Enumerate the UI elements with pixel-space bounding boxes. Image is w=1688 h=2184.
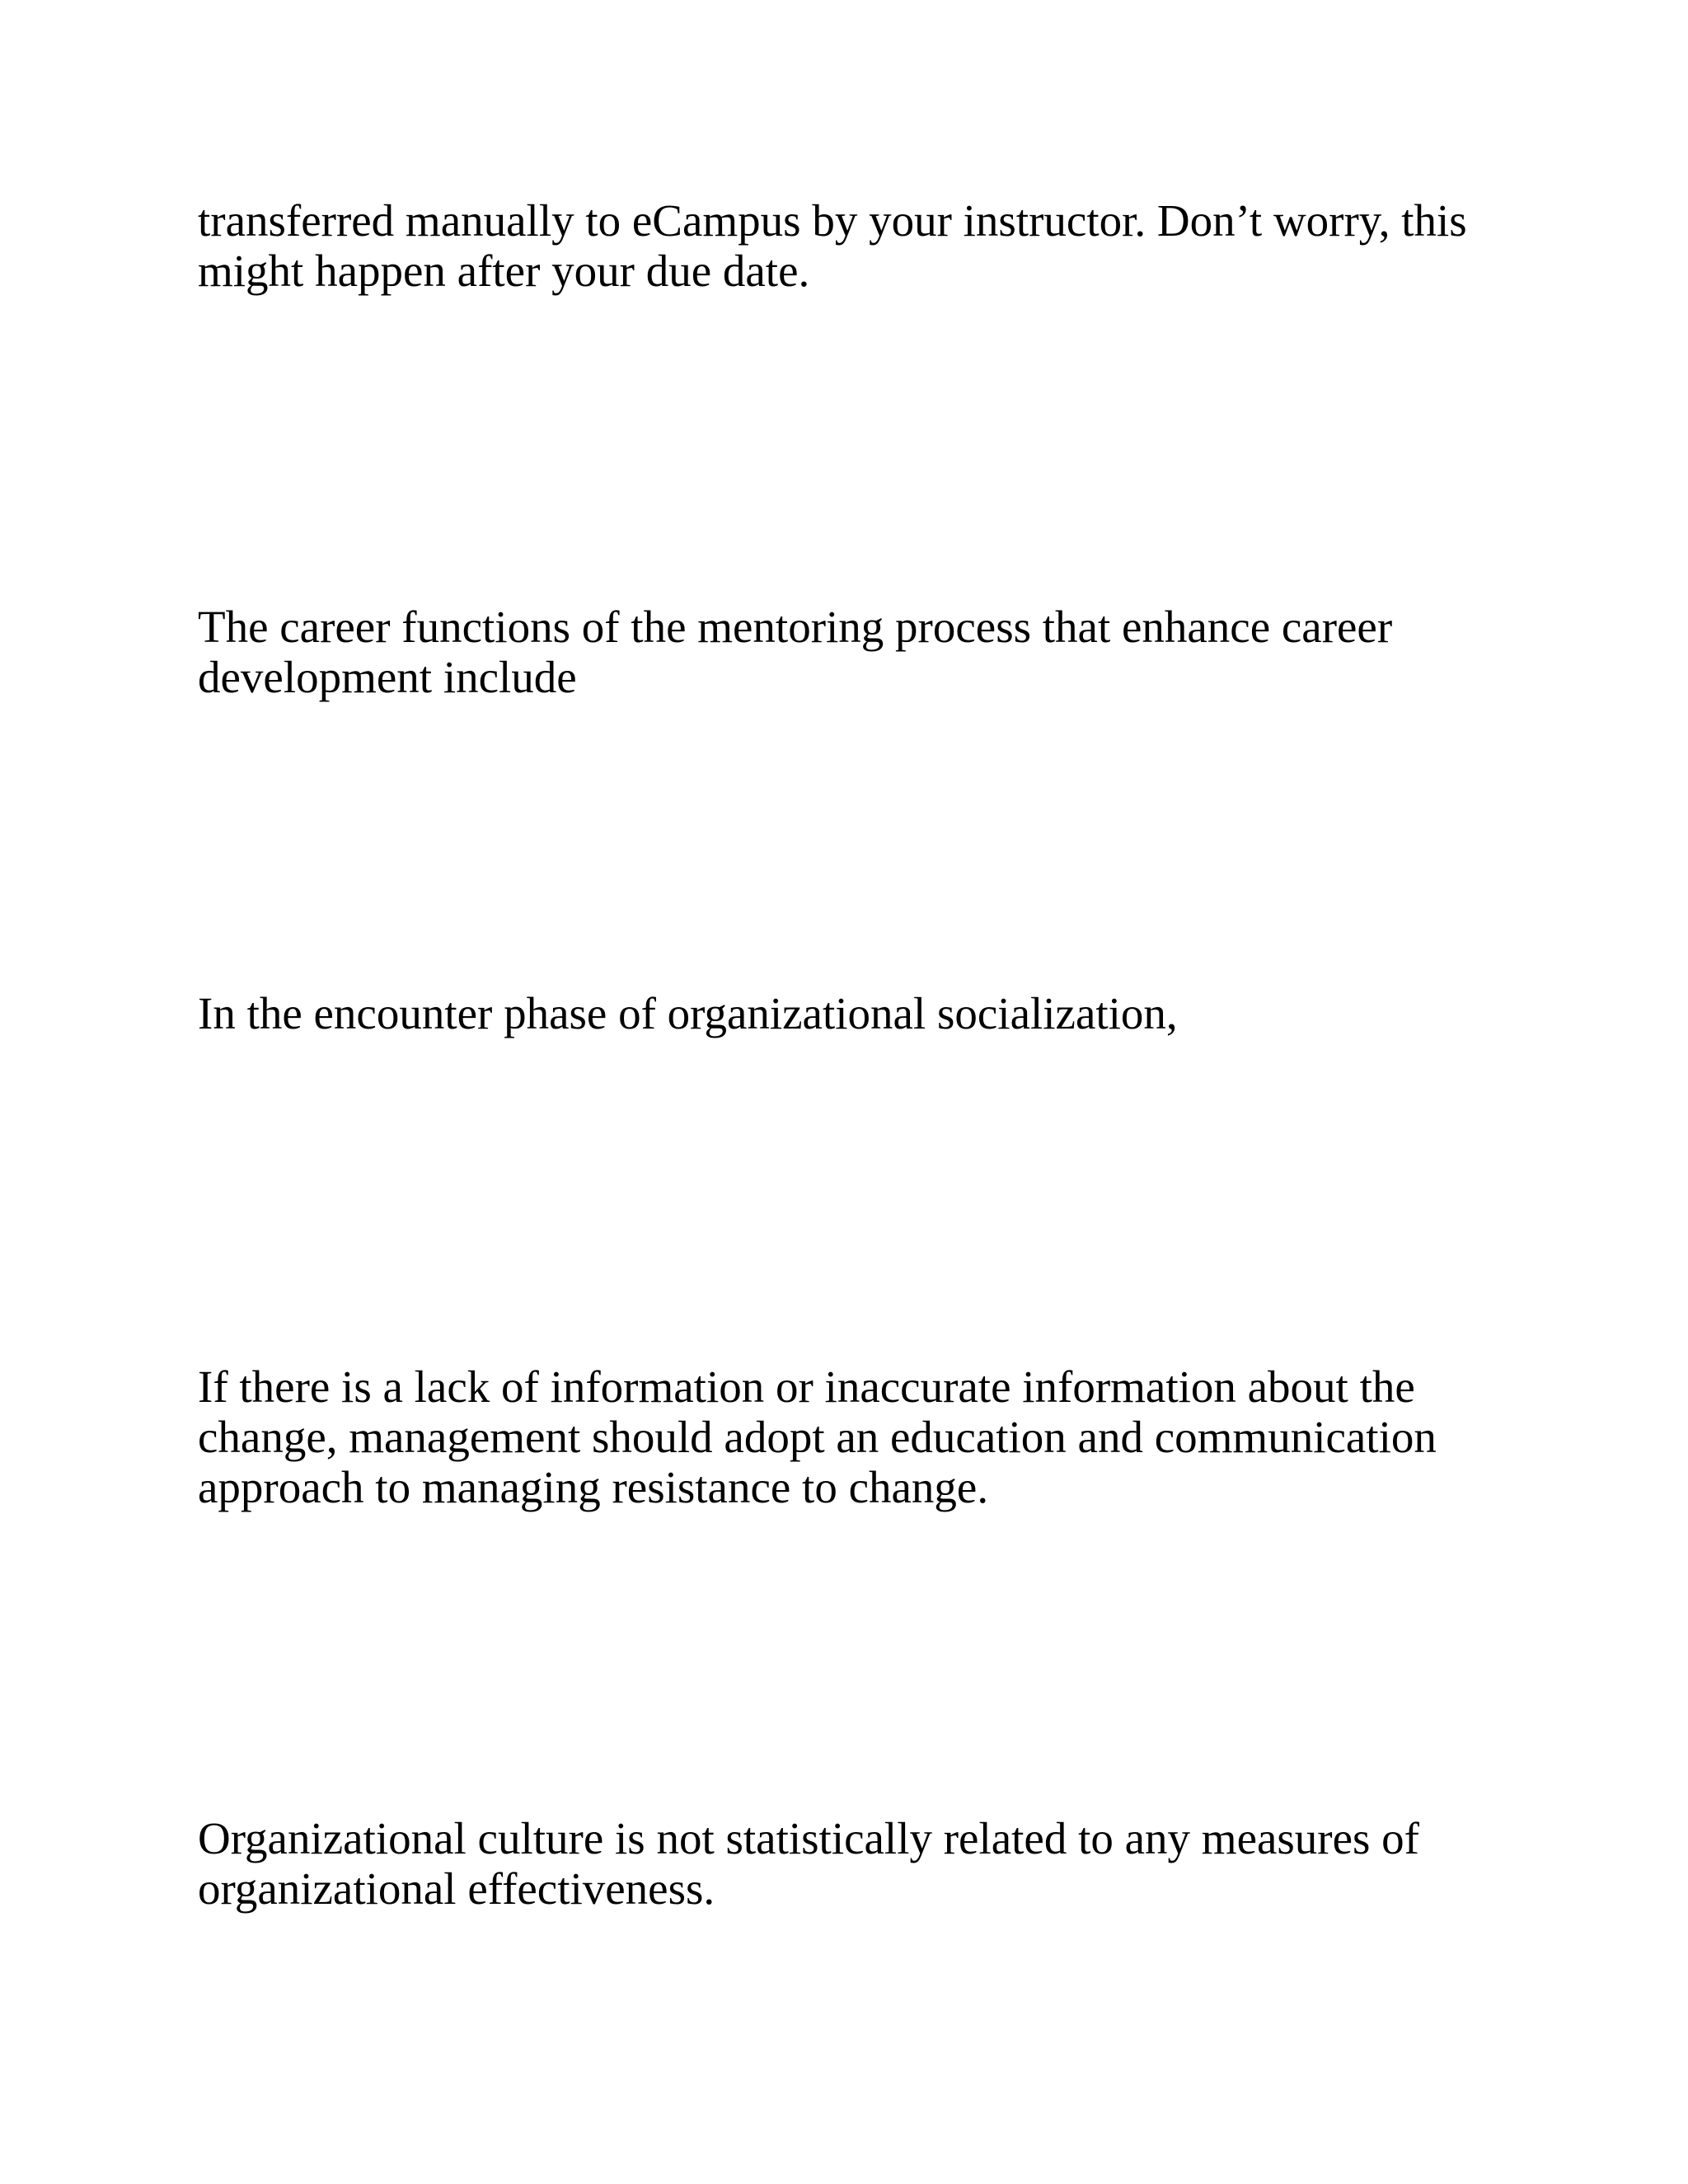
paragraph-line: transferred manually to eCampus by your instructor. Don’t worry, this — [198, 195, 1467, 246]
paragraph-line: If there is a lack of information or inaccurate information about the — [198, 1361, 1415, 1412]
paragraph-line: approach to managing resistance to change. — [198, 1462, 989, 1512]
paragraph-line: The career functions of the mentoring process that enhance career — [198, 602, 1393, 652]
question-encounter-phase — [198, 988, 1484, 1038]
paragraph-transfer-note — [198, 195, 1484, 296]
question-resistance-to-change — [198, 1361, 1484, 1512]
question-organizational-culture — [198, 1813, 1484, 1914]
paragraph-line: might happen after your due date. — [198, 246, 810, 296]
question-career-functions — [198, 602, 1484, 702]
paragraph-line: organizational effectiveness. — [198, 1863, 715, 1914]
paragraph-line: In the encounter phase of organizational socialization, — [198, 988, 1178, 1038]
paragraph-line: change, management should adopt an education and communication — [198, 1412, 1437, 1462]
paragraph-line: development include — [198, 652, 577, 702]
paragraph-line: Organizational culture is not statistically related to any measures of — [198, 1813, 1419, 1863]
